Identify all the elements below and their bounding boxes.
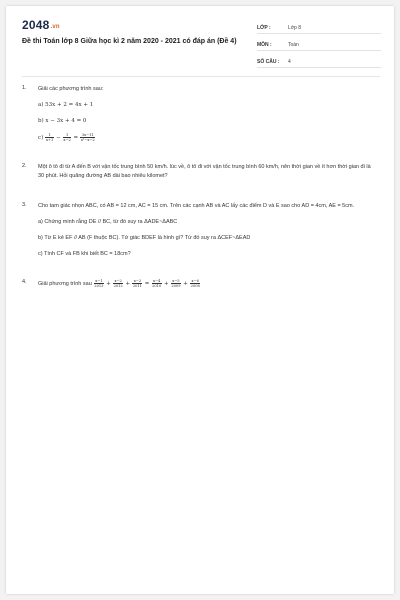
question-4-number: 4.: [22, 279, 27, 285]
question-1-part-a: a) 53x + 2 = 4x + 1: [38, 102, 94, 108]
meta-label-count: SỐ CÂU :: [257, 59, 280, 65]
fraction: $\frac{x-2}{2012}$: [113, 279, 123, 288]
plus-sign: +: [164, 281, 169, 287]
fraction: $\frac{x-1}{2013}$: [94, 279, 104, 288]
question-3-part-a: a) Chứng minh rằng DE // BC, từ đó suy ra ΔADE~ΔABC: [38, 219, 178, 225]
fraction: $\frac{1}{x-2}$: [63, 133, 71, 142]
logo-tld: .vn: [50, 24, 60, 30]
question-3-text: Cho tam giác nhọn ABC, có AB = 12 cm, AC = 15 cm. Trên các cạnh AB và AC lấy các điểm D và E sao cho AD = 4cm, AE = 5cm.: [38, 203, 355, 209]
question-2-number: 2.: [22, 163, 27, 169]
minus-sign: −: [56, 135, 61, 141]
question-1: [22, 85, 378, 143]
question-2-text: Một ô tô đi từ A đến B với vận tốc trung bình 50 km/h. lúc về, ô tô đi với vận tốc trung bình 60 km/h, nên thời gian về ít hơn thời gian đi là 30 phút. Hỏi quãng đường AB dài bao nhiêu kilomet?: [38, 164, 371, 179]
logo-main: 2048: [22, 18, 50, 32]
plus-sign: +: [183, 281, 188, 287]
meta-value-count: 4: [288, 59, 291, 65]
question-1-part-c: [38, 133, 378, 143]
question-1-text: Giải các phương trình sau:: [38, 86, 104, 92]
fraction: $\frac{x-5}{2009}$: [171, 279, 181, 288]
part-c-label: c): [38, 135, 44, 141]
question-3-number: 3.: [22, 202, 27, 208]
question-4-text: Giải phương trình sau: [38, 281, 92, 287]
fraction: $\frac{x-4}{2010}$: [152, 279, 162, 288]
question-3: [22, 202, 378, 259]
question-3-part-c: c) Tính CF và FB khi biết BC = 18cm?: [38, 251, 131, 257]
meta-value-class: Lớp 8: [288, 25, 302, 31]
meta-row-class: [257, 19, 381, 34]
plus-sign: +: [125, 281, 131, 287]
fraction: $\frac{1}{x+1}$: [45, 133, 54, 142]
meta-label-subject: MÔN :: [257, 42, 272, 48]
meta-label-class: LỚP :: [257, 25, 271, 31]
question-4: [22, 279, 378, 289]
plus-sign: +: [106, 281, 111, 287]
question-list: [22, 85, 378, 289]
meta-panel: [257, 19, 381, 70]
question-1-number: 1.: [22, 85, 27, 91]
question-1-part-b: b) x − 3x + 4 = 0: [38, 118, 87, 124]
exam-title: Đề thi Toán lớp 8 Giữa học kì 2 năm 2020 - 2021 có đáp án (Đề 4): [22, 38, 237, 45]
site-logo[interactable]: [22, 18, 60, 32]
meta-row-subject: [257, 36, 381, 51]
exam-page: [6, 6, 394, 594]
question-2: [22, 163, 378, 181]
equals-sign: =: [144, 281, 150, 287]
meta-value-subject: Toán: [288, 42, 299, 48]
fraction: $\frac{3x-11}{\text{x²−x−2}}$: [80, 133, 95, 142]
header-divider: [22, 76, 380, 77]
equals-sign: =: [73, 135, 79, 141]
meta-row-count: [257, 53, 381, 68]
question-3-part-b: b) Từ E kẻ EF // AB (F thuộc BC). Tứ giác BDEF là hình gì? Từ đó suy ra ΔCEF~ΔEAD: [38, 235, 251, 241]
question-4-equation: [93, 281, 200, 287]
fraction: $\frac{x-3}{2011}$: [132, 279, 142, 288]
fraction: $\frac{x-6}{2008}$: [190, 279, 200, 288]
